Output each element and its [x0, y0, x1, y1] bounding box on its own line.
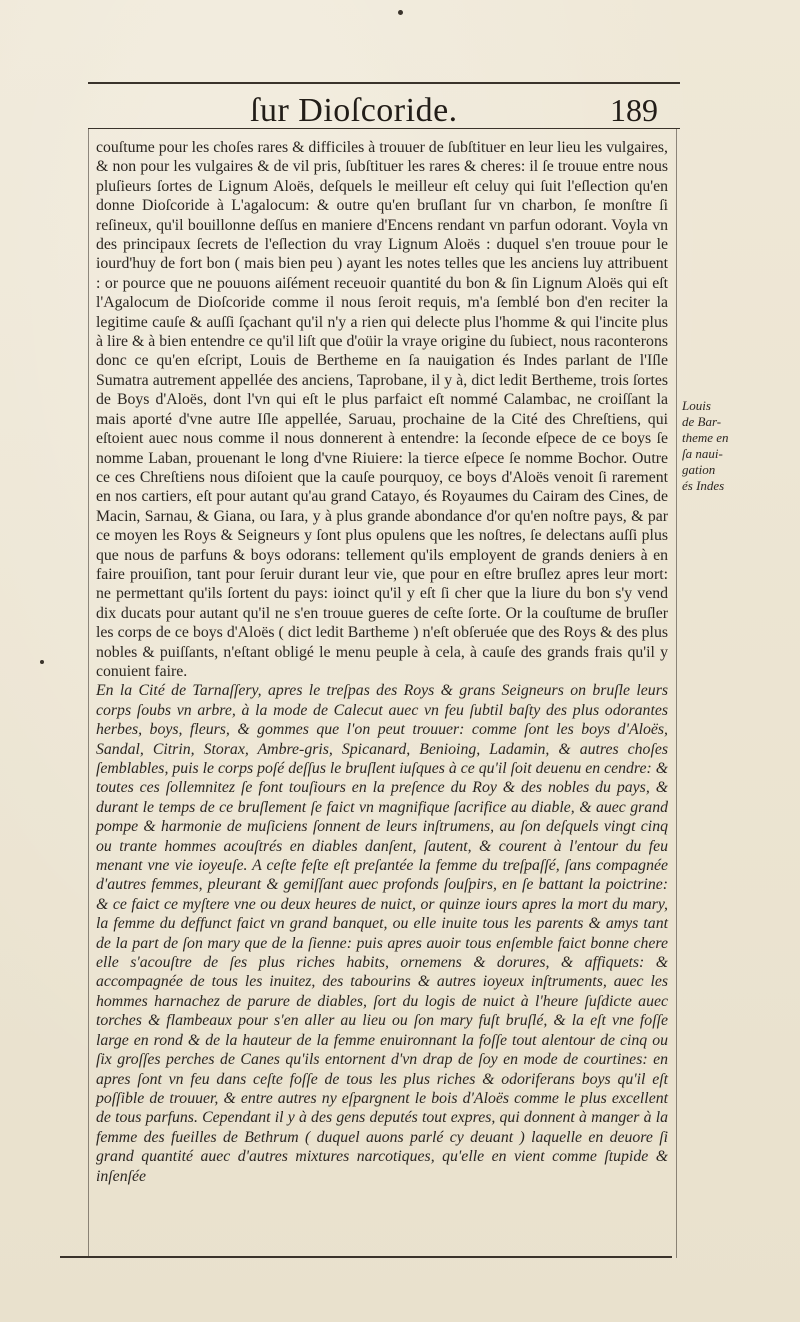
main-text: [96, 138, 668, 1186]
ink-speck: [40, 660, 44, 664]
marginal-note: [682, 398, 744, 494]
left-margin-rule: [88, 128, 89, 1258]
running-head: ſur Dioſcoride.: [250, 92, 458, 129]
margin-line: de Bar-: [682, 414, 722, 429]
top-rule: [88, 82, 680, 84]
margin-line: és Indes: [682, 478, 725, 493]
margin-line: gation: [682, 462, 716, 477]
right-margin-rule: [676, 128, 677, 1258]
margin-line: theme en: [682, 430, 729, 445]
margin-line: Louis: [682, 398, 711, 413]
paragraph-roman: couſtume pour les choſes rares & difficiles à trouuer de ſubſtituer en leur lieu les vulgaires, & non pour les vulgaires & de vil pris, ſubſtituer les rares & cheres: il ſe trouue entre nous pluſieurs ſortes de Lignum Aloës, deſquels le meilleur eſt celuy qui ſuit l'eſlection qu'en donne Dioſcoride à L'agalocum: & outre qu'en bruſlant ſur vn charbon, ſe monſtre ſi reſineux, qu'il bouillonne deſſus en maniere d'Encens rendant vn parfun odorant. Voyla vn des principaux ſecrets de l'eſlection du vray Lignum Aloës : duquel s'en trouue pour le iourd'huy de fort bon ( mais bien peu ) ayant les notes telles que les anciens luy attribuent : or pource que ne pouuons aiſément receuoir quantité du bon & ſin Lignum Aloës qui eſt l'Agalocum de Dioſcoride comme il nous ſeroit requis, m'a ſemblé bon d'en reciter la legitime cauſe & auſſi ſçachant qu'il n'y a rien qui delecte plus l'homme & qui l'incite plus à lire & à bien entendre ce qu'il liſt que d'oüir la vraye origine du ſubiect, nous raconterons donc ce qu'en eſcript, Louis de Bertheme en ſa nauigation és Indes parlant de l'Iſle Sumatra autrement appellée des anciens, Taprobane, il y à, dict ledit Bertheme, trois ſortes de Boys d'Aloës, dont l'vn qui eſt le plus parfaict eſt nommé Calambac, ne croiſſant la mais aporté d'vne autre Iſle appellée, Saruau, prochaine de la Cité des Chreſtiens, qui eſtoient auec nous comme il nous donnerent à entendre: la ſeconde eſpece de ce boys ſe nomme Laban, prouenant le long d'vne Riuiere: la tierce eſpece ſe nomme Bochor. Outre ce ces Chreſtiens nous diſoient que la cauſe pourquoy, ce boys d'Aloës venoit ſi rarement en nos cartiers, eſt pour autant qu'au grand Catayo, és Royaumes du Cairam des Cines, de Macin, Sarnau, & Giana, ou Iara, y à plus grande abondance d'or qu'en noſtre pays, & par ce moyen les Roys & Seigneurs y ſont plus opulens que les noſtres, ſe delectans auſſi plus que nous de parfuns & boys odorans: tellement qu'ils employent de grands deniers à en faire prouiſion, tant pour ſeruir durant leur vie, que pour en eſtre bruſlez apres leur mort: ne permettant qu'ils ſortent du pays: ioinct qu'il y eſt ſi cher que la liure du bon s'y vend dix ducats pour autant qu'il ne s'en trouue gueres de ceſte ſorte. Or la couſtume de bruſler les corps de ce boys d'Aloës ( dict ledit Bartheme ) n'eſt obſeruée que des Roys & des plus nobles & puiſſants, n'eſtant obligé le menu peuple à cela, à cauſe des grands frais qu'il y conuient faire.: [96, 139, 668, 680]
ink-speck: [398, 10, 403, 15]
page-number: 189: [610, 92, 658, 128]
margin-line: ſa naui-: [682, 446, 723, 461]
bottom-rule: [60, 1256, 672, 1258]
paragraph-italic: En la Cité de Tarnaſſery, apres le treſpas des Roys & grans Seigneurs on bruſle leurs corps ſoubs vn arbre, à la mode de Calecut auec vn feu ſubtil baſty des plus odorantes herbes, boys, fleurs, & gommes que l'on peut trouuer: comme ſont les boys d'Aloës, Sandal, Citrin, Storax, Ambre-gris, Spicanard, Benioing, Ladamin, & autres choſes ſemblables, puis le corps poſé deſſus le bruſlent iuſques à ce qu'il ſoit deuenu en cendre: & toutes ces ſollemnitez ſe font touſiours en la preſence du Roy & des nobles du pays, & durant le temps de ce bruſlement ſe faict vn magnifique ſacrifice au diable, & auec grand pompe & harmonie de muſiciens ſonnent de leurs inſtrumens, au ſon deſquels vingt cinq ou trante hommes acouſtrés en diables danſent, ſautent, & courent à l'entour du feu menant vne vie ioyeuſe. A ceſte feſte eſt preſantée la femme du treſpaſſé, ſans compagnée d'autres femmes, pleurant & gemiſſant auec profonds ſouſpirs, en ſe battant la poictrine: & ce faict ce myſtere vne ou deux heures de nuict, or quinze iours apres la mort du mary, la femme du deffunct faict vn grand banquet, ou elle inuite tous les parents & amys tant de la part de ſon mary que de la ſienne: puis apres auoir tous enſemble faict bonne chere elle s'acouſtre de ſes plus riches habits, ornemens & dorures, & affiquets: & accompagnée de tous les inuitez, des tabourins & autres ioyeux inſtruments, auec les hommes harnachez de parure de diables, ſort du logis de nuict à l'heure ſuſdicte auec torches & flambeaux pour s'en aller au lieu ou ſon mary fuſt bruſlé, & la eſt vne foſſe large en rond & de la hauteur de la femme enuironnant la foſſe tout alentour de cinq ou ſix groſſes perches de Canes qu'ils entornent d'vn drap de ſoy en mode de courtines: en apres ſont vn feu dans ceſte foſſe de tous les plus riches & odoriferans boys qu'il eſt poſſible de trouuer, & entre autres ny eſpargnent le bois d'Aloës comme le plus excellent de tous parfuns. Cependant il y à des gens deputés tout expres, qui donnent à manger à la femme des fueilles de Bethrum ( duquel auons parlé cy deuant ) laquelle en deuore ſi grand quantité auec d'autres mixtures narcotiques, qu'elle en vient comme ſtupide & inſenſée: [96, 682, 668, 1185]
